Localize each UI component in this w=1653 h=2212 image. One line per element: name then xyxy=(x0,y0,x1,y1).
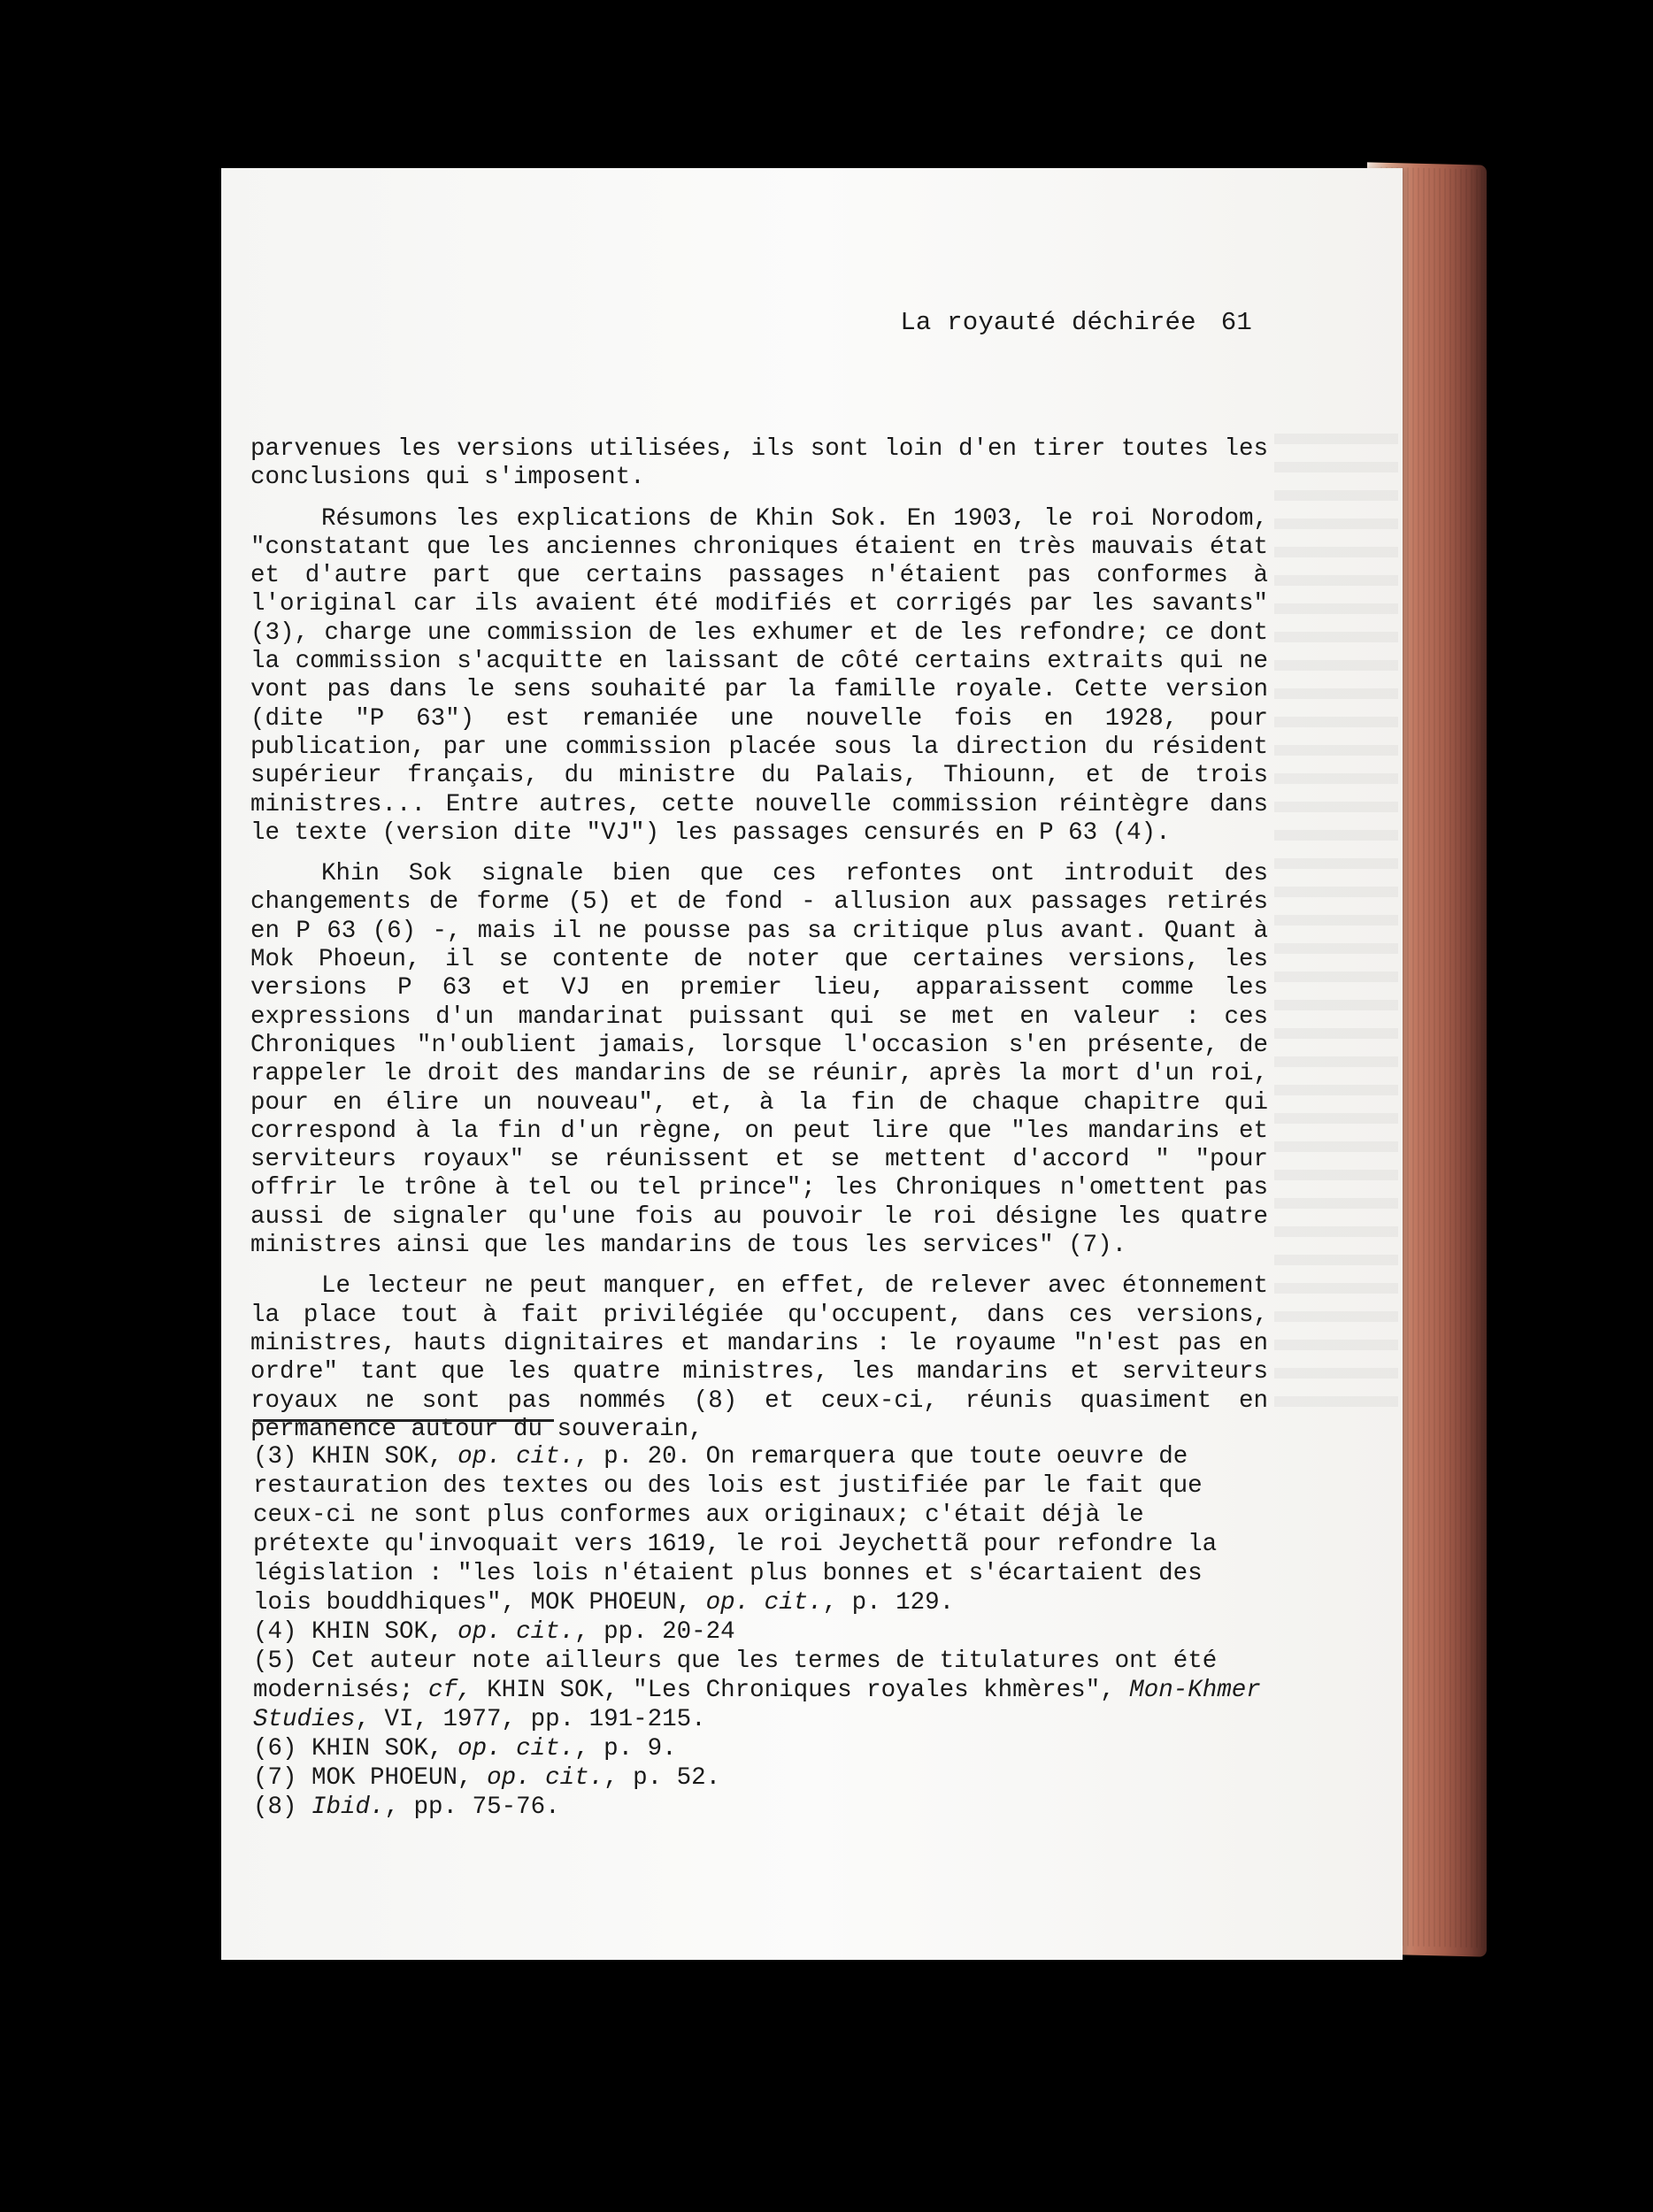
footnote-tail: , p. 52. xyxy=(604,1764,721,1792)
footnote-tail: , p. 129. xyxy=(822,1589,955,1617)
show-through-text xyxy=(1274,434,1398,1407)
footnote-5 xyxy=(253,1647,1271,1734)
footnote-3 xyxy=(253,1442,1271,1617)
footnote-tail: , p. 9. xyxy=(574,1735,677,1763)
paragraph-2: Résumons les explications de Khin Sok. En 1903, le roi Norodom, "constatant que les anciennes chroniques étaient en très mauvais état et d'autre part que certains passages n'étaient pas conformes à l'original car ils avaient été modifiés et corrigés par les savants" (3), charge une commission de les exhumer et de les refondre; ce dont la commission s'acquitte en laissant de côté certains extraits qui ne vont pas dans le sens souhaité par la famille royale. Cette version (dite "P 63") est remaniée une nouvelle fois en 1928, pour publication, par une commission placée sous la direction du résident supérieur français, du ministre du Palais, Thiounn, et de trois ministres... Entre autres, cette nouvelle commission réintègre dans le texte (version dite "VJ") les passages censurés en P 63 (4). xyxy=(250,504,1268,847)
footnote-cf: cf, xyxy=(428,1677,473,1704)
paragraph-1: parvenues les versions utilisées, ils sont loin d'en tirer toutes les conclusions qui s'imposent. xyxy=(250,435,1268,492)
footnote-number: (7) xyxy=(253,1764,297,1792)
footnote-author: KHIN SOK, xyxy=(311,1735,443,1763)
footnote-text: , p. 20. On remarquera que toute oeuvre de restauration des textes ou des lois est justifiée par le fait que ceux-ci ne sont plus conformes aux originaux; c'était déjà le prétexte qu'invoquait vers 1619, le roi Jeychettã pour refondre la législation : "les lois n'étaient plus bonnes et s'écartaient des lois bouddhiques", MOK PHOEUN, xyxy=(253,1443,1218,1617)
footnote-tail: , VI, 1977, pp. 191-215. xyxy=(355,1706,706,1733)
footnotes xyxy=(253,1442,1271,1822)
book-page xyxy=(221,168,1403,1960)
footnote-journal: Mon-Khmer Studies xyxy=(253,1677,1261,1733)
page-number: 61 xyxy=(1220,308,1252,337)
footnote-text: KHIN SOK, "Les Chroniques royales khmères", xyxy=(487,1677,1115,1704)
footnote-author: KHIN SOK, xyxy=(311,1443,443,1471)
running-header xyxy=(900,308,1252,337)
main-text xyxy=(250,435,1268,1456)
footnote-tail: , pp. 20-24 xyxy=(574,1618,735,1646)
footnote-ref: op. cit. xyxy=(487,1764,604,1792)
footnote-number: (4) xyxy=(253,1618,297,1646)
footnote-text: Cet auteur note ailleurs que les termes de titulatures ont été modernisés; xyxy=(253,1647,1218,1704)
running-title: La royauté déchirée xyxy=(900,308,1196,337)
footnote-ref: Ibid. xyxy=(311,1793,385,1821)
footnote-4 xyxy=(253,1617,1271,1647)
footnote-author: MOK PHOEUN, xyxy=(311,1764,473,1792)
footnote-7 xyxy=(253,1763,1271,1793)
footnote-ref: op. cit. xyxy=(457,1735,575,1763)
footnote-number: (6) xyxy=(253,1735,297,1763)
footnote-ref: op. cit. xyxy=(457,1443,575,1471)
footnote-separator xyxy=(253,1419,554,1422)
paragraph-3: Khin Sok signale bien que ces refontes ont introduit des changements de forme (5) et de fond - allusion aux passages retirés en P 63 (6) -, mais il ne pousse pas sa critique plus avant. Quant à Mok Phoeun, il se contente de noter que certaines versions, les versions P 63 et VJ en premier lieu, apparaissent comme les expressions d'un mandarinat puissant qui se met en valeur : ces Chroniques "n'oublient jamais, lorsque l'occasion s'en présente, de rappeler le droit des mandarins de se réunir, après la mort d'un roi, pour en élire un nouveau", et, à la fin de chaque chapitre qui correspond à la fin d'un règne, on peut lire que "les mandarins et serviteurs royaux" se réunissent et se mettent d'accord " "pour offrir le trône à tel ou tel prince"; les Chroniques n'omettent pas aussi de signaler qu'une fois au pouvoir le roi désigne les quatre ministres ainsi que les mandarins de tous les services" (7). xyxy=(250,860,1268,1260)
footnote-number: (3) xyxy=(253,1443,297,1471)
footnote-ref: op. cit. xyxy=(457,1618,575,1646)
footnote-6 xyxy=(253,1734,1271,1763)
footnote-8 xyxy=(253,1793,1271,1822)
footnote-number: (8) xyxy=(253,1793,297,1821)
paragraph-4: Le lecteur ne peut manquer, en effet, de relever avec étonnement la place tout à fait privilégiée qu'occupent, dans ces versions, ministres, hauts dignitaires et mandarins : le royaume "n'est pas en ordre" tant que les quatre ministres, les mandarins et serviteurs royaux ne sont pas nommés (8) et ceux-ci, réunis quasiment en permanence autour du souverain, xyxy=(250,1272,1268,1443)
footnote-tail: , pp. 75-76. xyxy=(384,1793,560,1821)
footnote-number: (5) xyxy=(253,1647,297,1675)
footnote-author: KHIN SOK, xyxy=(311,1618,443,1646)
footnote-ref: op. cit. xyxy=(705,1589,823,1617)
